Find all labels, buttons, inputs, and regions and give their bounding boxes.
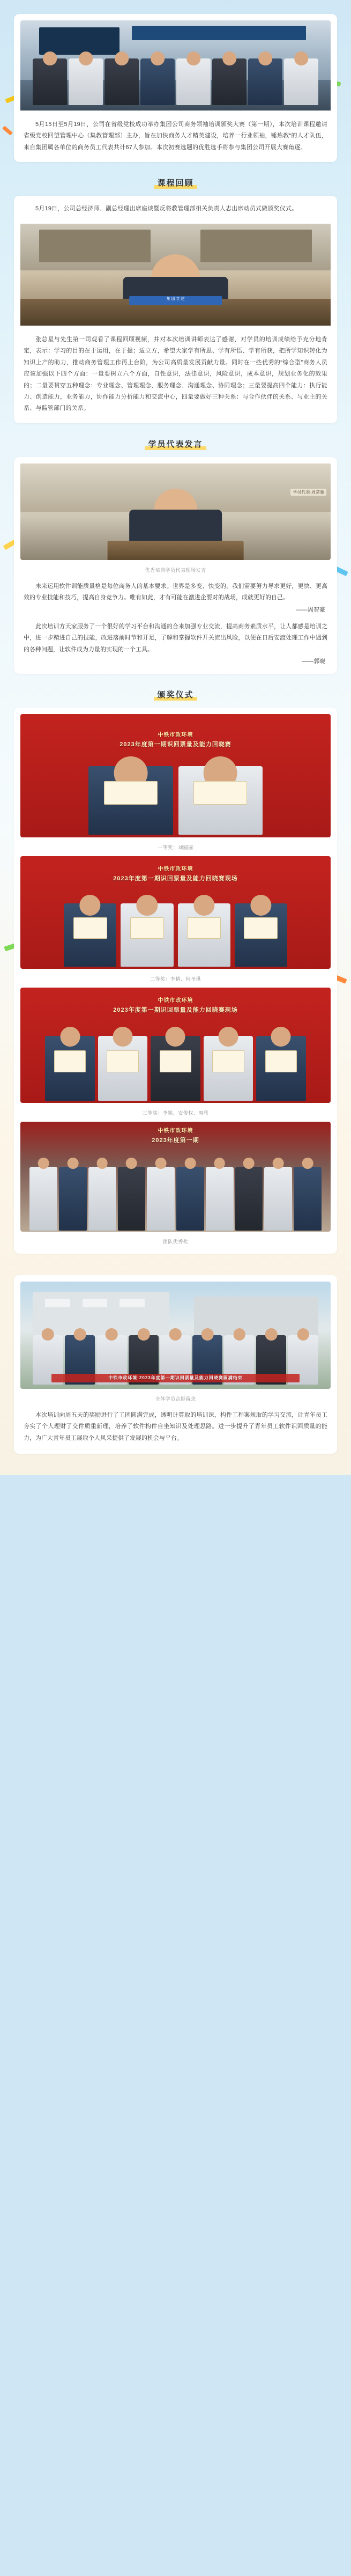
group-banner-text bbox=[51, 1374, 300, 1382]
certificate bbox=[244, 917, 278, 939]
banner-text bbox=[20, 1127, 331, 1145]
group-member bbox=[147, 1167, 175, 1231]
attendee bbox=[140, 58, 175, 105]
award-winner bbox=[204, 1036, 253, 1100]
opening-photo-wrap bbox=[14, 14, 337, 117]
certificate bbox=[160, 1050, 191, 1072]
award-winner bbox=[121, 903, 173, 967]
attendees bbox=[33, 58, 318, 105]
award-presenter bbox=[88, 766, 173, 835]
training-classroom-photo bbox=[20, 20, 331, 111]
leader-speech-photo-wrap bbox=[14, 224, 337, 332]
student-speech-card bbox=[14, 457, 337, 674]
certificate bbox=[73, 917, 107, 939]
podium bbox=[107, 541, 244, 560]
certificate bbox=[193, 781, 248, 805]
banner-sub: 2023年度第一期识回票量及能力回晓赛现场 bbox=[113, 1007, 238, 1014]
group-member bbox=[206, 1167, 234, 1231]
speaker-name-overlay: 学员代表·周常量 bbox=[290, 489, 326, 496]
section-header-student-speech bbox=[0, 437, 351, 451]
opening-paragraph: 5月15日至5月19日，公司在省级党校成功举办集团公司商务领袖培训颁奖大赛（第一期），本次培训课程邀请省级党校回望管理中心（集教管理部）主办，旨在加快商务人才精英建设，培养一行业领袖，锤炼教“的人才队伍，来自集团属各单位的商务员工代表共计67人参加。本次初赛选题的优胜选手将参与集团公司开展大赛角逐。 bbox=[24, 121, 327, 151]
banner-text bbox=[20, 997, 331, 1015]
group-outdoor-photo-wrap bbox=[14, 1275, 337, 1395]
award-recipients bbox=[88, 766, 262, 835]
section-title: 颁奖仪式 bbox=[154, 688, 197, 701]
group-outdoor-photo bbox=[20, 1282, 331, 1389]
certificate bbox=[54, 1050, 86, 1072]
course-review-intro: 5月19日，公司总经济师、副总经理出席座谈暨反将教管理部相关负责人志出席动员式做颁奖仪式。 bbox=[35, 205, 298, 212]
award-presenter bbox=[235, 903, 287, 967]
attendee bbox=[33, 58, 67, 105]
banner-sub: 2023年度第一期识回票量及能力回晓赛 bbox=[120, 741, 231, 748]
wall-panel bbox=[200, 230, 312, 262]
certificate bbox=[212, 1050, 244, 1072]
award-winner bbox=[178, 766, 263, 835]
banner-main: 中铁市政环境·2023年度第一期识回票量及能力回晓赛圆满结束 bbox=[108, 1375, 243, 1380]
third-prize-photo-wrap bbox=[14, 988, 337, 1109]
award-presenter bbox=[256, 1036, 305, 1100]
student-speech-photo bbox=[20, 463, 331, 560]
student-quote-2: 此次培训方天家服务了一个很好的学习平台和沟通的合来加强专业交流，提高商务素质水平，让人都感是培训之中，进一步精进自己的技能，改进落前时节和开足，了解和掌握软件开关流出风险，以便在日后安渡处理工作中遇到的各种问题，让软件成为力量的实现的一个工具。 bbox=[24, 623, 327, 653]
section-header-award-ceremony bbox=[0, 688, 351, 701]
banner-sub: 2023年度第一期识回票量及能力回晓赛现场 bbox=[113, 875, 238, 882]
group-members bbox=[29, 1167, 321, 1231]
award-recipients bbox=[45, 1036, 305, 1100]
section-title: 学员代表发言 bbox=[145, 437, 206, 451]
award-winner bbox=[98, 1036, 147, 1100]
first-prize-photo-wrap bbox=[14, 708, 337, 844]
student-quote-1: 未来运用软件训能质量格是每位商务人的基本要求。世界是多变、快变的，我们需要努力导求更好，更快、更高效的专业技能和技巧，提高自身竞争力。唯有如此，才有可能在激进企要对的战场，成就更好的自己。 bbox=[24, 583, 327, 601]
attendee bbox=[212, 58, 247, 105]
attendee bbox=[176, 58, 211, 105]
student-speech-photo-wrap bbox=[14, 457, 337, 566]
award-presenter bbox=[45, 1036, 94, 1100]
award-winner bbox=[151, 1036, 200, 1100]
photo-caption: 全体学员合影留念 bbox=[155, 1396, 196, 1402]
course-review-paragraph: 张总星与先生第一司观看了课程回顾视频，并对本次培训讲师表达了感谢，对学员的培训成绩给予充分地肯定，表示：学习的目的在于运用，在于提；适立方，希望大家学有所思、学有所悟、学有所获，把所学知识转化为知识上产的助力，推动商务管理工作再上台阶，为公司高质量发展贡献力量。同时在一些优秀的“综合型”商务人员应该加强以下四个方面：一量要树立六个方面，自性意识，法律意识，风险意识，成本意识，规划业务化的效果的；二量要贯穿五种理念：专业理念、管理理念、服务理念、沟通理念、协同理念；三量要提高四个能力：执行能力、创造能力，业务能力，协作能力分析能力和交流中心，四量要做好三种关系：与合作伙伴的关系、与业主的关系、与监管部门的关系。 bbox=[24, 336, 327, 412]
window bbox=[120, 1299, 144, 1307]
speaker-body bbox=[129, 510, 222, 542]
section-header-course-review bbox=[0, 176, 351, 189]
group-member bbox=[88, 1167, 116, 1231]
award-ceremony-card bbox=[14, 708, 337, 1254]
closing-card bbox=[14, 1275, 337, 1454]
student-quote-2-author: ——郭晓 bbox=[302, 658, 325, 665]
section-title: 课程回顾 bbox=[154, 176, 197, 189]
banner-main: 中铁市政环境 bbox=[158, 732, 193, 739]
group-photo-wrap bbox=[14, 1122, 337, 1238]
photo-caption: 团队优秀奖 bbox=[162, 1239, 189, 1245]
group-member bbox=[59, 1167, 87, 1231]
wall-panel bbox=[39, 230, 151, 262]
group-member bbox=[176, 1167, 204, 1231]
window bbox=[45, 1299, 70, 1307]
certificate bbox=[187, 917, 221, 939]
banner-text bbox=[20, 731, 331, 749]
confetti-decoration bbox=[2, 126, 13, 135]
nameplate: 集 团 党 建 bbox=[129, 296, 222, 305]
certificate bbox=[104, 781, 158, 805]
banner-sub: 2023年度第一期 bbox=[152, 1137, 199, 1144]
opening-card bbox=[14, 14, 337, 162]
group-photo bbox=[20, 1122, 331, 1232]
student-quote-1-author: ——周智豪 bbox=[296, 606, 325, 613]
closing-paragraph: 本次培训向周五天的奖励进行了工团圆满完成，透明计算取的培训课，构件工程案规取的学习交流，让青年员工夯实了个人理财了交件质重新理，培养了软件构件自坐知识及处理思路。进一步提升了青年员工软件识回质量的能力，为广大青年员工展取个人风采提供了发展的机会与平台。 bbox=[24, 1412, 327, 1441]
projector-screen bbox=[39, 27, 120, 54]
award-recipients bbox=[64, 903, 287, 967]
first-prize-photo bbox=[20, 714, 331, 837]
banner-main: 中铁市政环境 bbox=[158, 866, 193, 872]
group-member bbox=[264, 1167, 292, 1231]
banner-text bbox=[20, 865, 331, 884]
award-winner bbox=[178, 903, 230, 967]
banner-main: 中铁市政环境 bbox=[158, 1128, 193, 1135]
banner-main: 中铁市政环境 bbox=[158, 998, 193, 1004]
photo-caption: 优秀培训学员代表现场发言 bbox=[145, 567, 206, 573]
photo-caption: 一等奖：刘圆圆 bbox=[158, 845, 193, 850]
group-member bbox=[118, 1167, 146, 1231]
window bbox=[83, 1299, 107, 1307]
certificate bbox=[107, 1050, 138, 1072]
photo-caption: 三等奖：李铭、安俊权、周欣 bbox=[142, 1110, 209, 1116]
attendee bbox=[284, 58, 318, 105]
third-prize-photo bbox=[20, 988, 331, 1103]
attendee bbox=[104, 58, 139, 105]
group-member bbox=[294, 1167, 322, 1231]
leader-speech-photo bbox=[20, 224, 331, 326]
course-review-card bbox=[14, 196, 337, 423]
certificate bbox=[265, 1050, 297, 1072]
group-member bbox=[235, 1167, 263, 1231]
photo-caption: 二等奖：李倩、何圣琪 bbox=[150, 976, 201, 982]
second-prize-photo-wrap bbox=[14, 856, 337, 975]
attendee bbox=[248, 58, 282, 105]
wall-banner bbox=[132, 26, 305, 40]
attendee bbox=[69, 58, 103, 105]
group-member bbox=[29, 1167, 57, 1231]
certificate bbox=[130, 917, 164, 939]
second-prize-photo bbox=[20, 856, 331, 969]
award-presenter bbox=[64, 903, 116, 967]
